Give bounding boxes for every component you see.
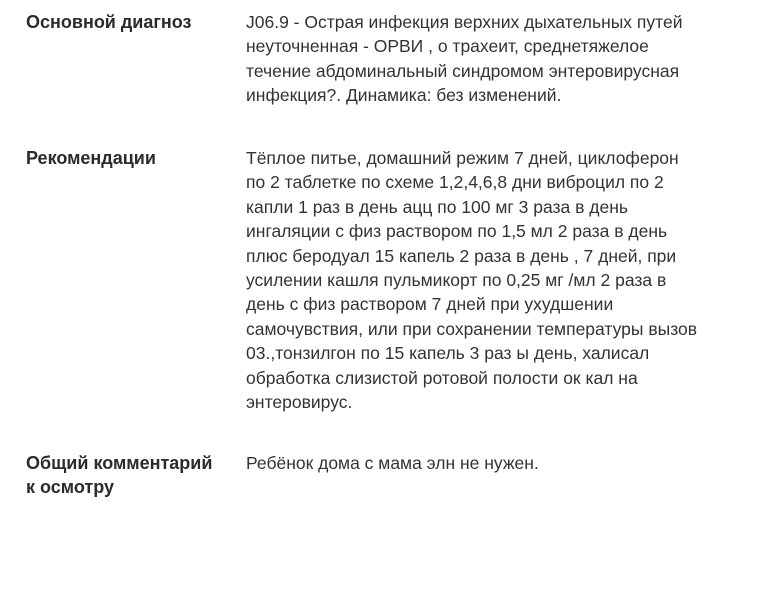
recommendations-label: Рекомендации [26,148,156,168]
comment-label-line: к осмотру [26,477,114,497]
recommendations-line: 03.,тонзилгон по 15 капель 3 раз ы день, халисал [246,343,650,364]
recommendations-line: усилении кашля пульмикорт по 0,25 мг /мл 2 раза в [246,270,667,291]
comment-text [246,451,738,499]
comment-record [26,451,746,499]
comment-label-line: Общий комментарий [26,453,213,473]
diagnosis-line: инфекция?. Динамика: без изменений. [246,85,562,106]
recommendations-line: ингаляции с физ раствором по 1,5 мл 2 раза в день [246,221,668,242]
recommendations-line: энтеровирус. [246,392,353,413]
recommendations-line: капли 1 раз в день ацц по 100 мг 3 раза в день [246,196,629,217]
recommendations-line: плюс беродуал 15 капель 2 раза в день , 7 дней, при [246,245,677,266]
comment-label [26,451,246,499]
diagnosis-text [246,10,738,108]
diagnosis-line: J06.9 - Острая инфекция верхних дыхательных путей [246,12,683,32]
diagnosis-record [26,10,746,108]
diagnosis-line: течение абдоминальный синдромом энтеровирусная [246,60,680,81]
recommendations-line: самочувствия, или при сохранении температуры вызов [246,318,698,339]
recommendations-line: день с физ раствором 7 дней при ухудшении [246,294,614,315]
recommendations-record [26,146,746,414]
recommendations-text [246,146,738,414]
recommendations-line: по 2 таблетке по схеме 1,2,4,6,8 дни виброцил по 2 [246,172,664,193]
comment-line: Ребёнок дома с мама элн не нужен. [246,453,539,473]
diagnosis-line: неуточненная - ОРВИ , о трахеит, среднетяжелое [246,36,649,57]
recommendations-line: Тёплое питье, домашний режим 7 дней, циклоферон [246,148,679,168]
diagnosis-label: Основной диагноз [26,12,192,32]
recommendations-line: обработка слизистой ротовой полости ок кал на [246,367,638,388]
